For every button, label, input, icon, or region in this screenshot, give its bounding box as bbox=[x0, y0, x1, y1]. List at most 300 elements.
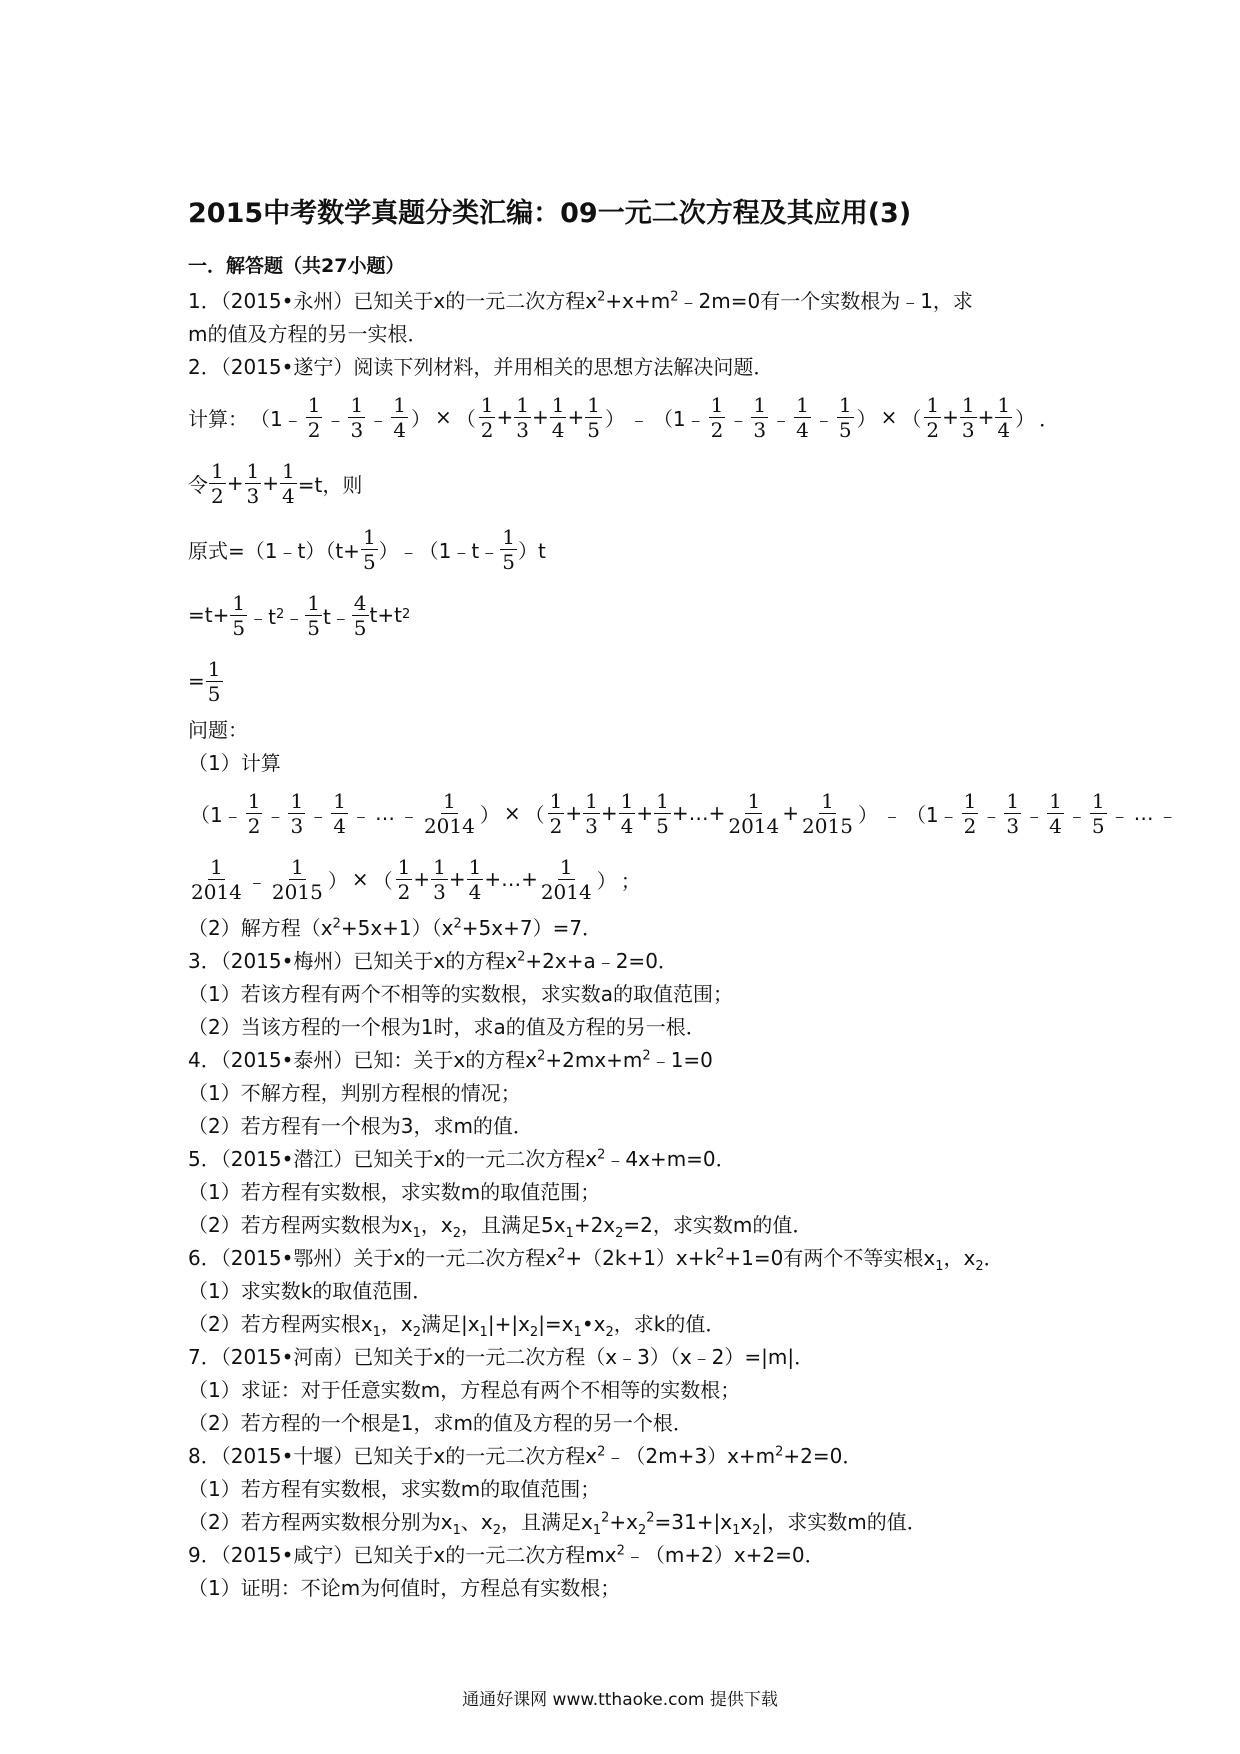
fraction-denominator: 3 bbox=[433, 879, 446, 904]
fraction-numerator: 1 bbox=[821, 788, 834, 813]
fraction bbox=[539, 855, 594, 904]
q6-text: •x bbox=[581, 1312, 606, 1336]
q6-text: 6．（2015•鄂州）关于x的一元二次方程x bbox=[188, 1246, 558, 1270]
times: × bbox=[503, 801, 521, 825]
fraction bbox=[270, 855, 325, 904]
fraction-denominator: 2 bbox=[926, 417, 940, 442]
fraction bbox=[288, 789, 305, 838]
subscript: 2 bbox=[529, 1325, 539, 1340]
q6-text: ． bbox=[983, 1246, 1004, 1270]
q6-text: |=x bbox=[538, 1312, 574, 1336]
fraction bbox=[246, 789, 263, 838]
fraction-numerator: 1 bbox=[290, 854, 304, 879]
q4-line-1 bbox=[188, 1044, 1088, 1077]
q2-part-1-expression-a bbox=[188, 780, 1178, 846]
fraction-denominator: 3 bbox=[1006, 813, 1020, 838]
paren: ） bbox=[604, 406, 625, 431]
q8-text: 、x bbox=[460, 1510, 493, 1534]
q2-part-1: （1）计算 bbox=[188, 751, 281, 775]
q6-text: 满足|x bbox=[420, 1312, 480, 1336]
fraction-denominator: 3 bbox=[246, 483, 260, 508]
q5-text: ，x bbox=[420, 1213, 453, 1237]
step-text: ﹣t bbox=[248, 604, 276, 629]
fraction bbox=[348, 393, 365, 442]
fraction bbox=[751, 393, 768, 442]
exponent: 2 bbox=[597, 1147, 606, 1163]
fraction-denominator: 2015 bbox=[802, 813, 853, 838]
q7-part-1: （1）求证：对于任意实数m，方程总有两个不相等的实数根； bbox=[188, 1378, 741, 1402]
fraction-numerator: 1 bbox=[350, 392, 364, 417]
minus: ﹣ bbox=[325, 406, 346, 431]
q8-text: ，且满足x bbox=[500, 1510, 593, 1534]
fraction-numerator: 1 bbox=[468, 854, 482, 879]
fraction-denominator: 3 bbox=[516, 417, 529, 442]
fraction-denominator: 2 bbox=[963, 813, 977, 838]
exponent: 2 bbox=[646, 1510, 655, 1526]
plus: + bbox=[448, 867, 466, 891]
q6-line-1 bbox=[188, 1242, 1088, 1275]
minus: ﹣ bbox=[813, 406, 834, 431]
fraction-denominator: 5 bbox=[502, 549, 515, 574]
minus: ﹣ bbox=[981, 802, 1002, 827]
fraction-numerator: 1 bbox=[961, 392, 975, 417]
plus: + bbox=[942, 405, 959, 429]
fraction-denominator: 2 bbox=[247, 813, 261, 838]
subscript: 2 bbox=[452, 1226, 461, 1241]
fraction-numerator: 1 bbox=[587, 392, 600, 417]
fraction-denominator: 3 bbox=[753, 417, 767, 442]
fraction-numerator: 1 bbox=[551, 392, 565, 417]
fraction bbox=[962, 789, 979, 838]
paren: （1﹣ bbox=[905, 802, 959, 827]
fraction-denominator: 3 bbox=[961, 417, 975, 442]
ellipsis: … bbox=[374, 801, 395, 825]
fraction-denominator: 5 bbox=[362, 549, 376, 574]
minus: ﹣ bbox=[246, 868, 267, 893]
minus: ﹣ bbox=[771, 406, 792, 431]
fraction-numerator: 1 bbox=[747, 788, 761, 813]
q5-text: =2，求实数m的值． bbox=[623, 1213, 813, 1237]
fraction-numerator: 1 bbox=[502, 524, 515, 549]
subscript: 1 bbox=[732, 1523, 741, 1538]
fraction-denominator: 3 bbox=[585, 813, 598, 838]
fraction bbox=[583, 789, 600, 838]
q8-part-1: （1）若方程有实数根，求实数m的取值范围； bbox=[188, 1477, 601, 1501]
plus: + bbox=[636, 801, 654, 825]
fraction-numerator: 1 bbox=[963, 788, 977, 813]
fraction-numerator: 1 bbox=[549, 788, 563, 813]
plus: + bbox=[262, 471, 279, 495]
fraction-numerator: 1 bbox=[1049, 788, 1062, 813]
fraction-denominator: 4 bbox=[1049, 813, 1062, 838]
q8-text: +x bbox=[609, 1510, 638, 1534]
fraction-numerator: 1 bbox=[710, 392, 724, 417]
plus: + bbox=[782, 801, 800, 825]
subscript: 2 bbox=[975, 1259, 984, 1274]
fraction bbox=[514, 393, 531, 442]
fraction-numerator: 1 bbox=[362, 524, 376, 549]
q2-calc-expression bbox=[188, 384, 1088, 450]
step-text: =t+ bbox=[188, 603, 230, 627]
fraction-denominator: 5 bbox=[656, 813, 669, 838]
paren: （ bbox=[372, 868, 393, 893]
fraction-denominator: 5 bbox=[838, 417, 852, 442]
q6-text: （2）若方程两实根x bbox=[188, 1312, 373, 1336]
q2-step-line: =t+ $\frac{1}{5}$ ﹣t 2 ﹣ $\frac{1}{5}$ t﹣ $\frac{4}{5}$ t+t 2 bbox=[188, 590, 411, 640]
fraction-numerator: 1 bbox=[247, 788, 261, 813]
fraction-numerator: 1 bbox=[559, 854, 573, 879]
fraction-numerator: 1 bbox=[480, 392, 494, 417]
q6-part-2 bbox=[188, 1308, 1088, 1341]
paren: （ bbox=[901, 406, 922, 431]
plus: + bbox=[977, 405, 995, 429]
q2-text: +5x+1）（x bbox=[340, 916, 454, 940]
fraction bbox=[654, 789, 671, 838]
exponent: 2 bbox=[557, 1246, 566, 1262]
q2-problem-label: 问题： bbox=[188, 718, 248, 742]
fraction-denominator: 4 bbox=[333, 813, 346, 838]
q1-line-2: m的值及方程的另一实根． bbox=[188, 322, 428, 346]
fraction-denominator: 2 bbox=[710, 417, 724, 442]
orig-tail: ）t bbox=[517, 538, 546, 563]
minus: ﹣ bbox=[728, 406, 749, 431]
fraction-numerator: 1 bbox=[246, 458, 260, 483]
fraction-denominator: 4 bbox=[393, 417, 406, 442]
fraction-numerator: 1 bbox=[585, 788, 598, 813]
fraction-numerator: 1 bbox=[433, 854, 446, 879]
q9-part-1: （1）证明：不论m为何值时，方程总有实数根； bbox=[188, 1576, 621, 1600]
q1-line-1 bbox=[188, 285, 1088, 318]
fraction bbox=[306, 393, 323, 442]
q2-text: +5x+7）=7． bbox=[461, 916, 603, 940]
fraction bbox=[794, 393, 811, 442]
equals: = bbox=[188, 669, 205, 693]
step-text: t﹣ bbox=[322, 604, 351, 629]
fraction bbox=[305, 591, 322, 640]
paren: ） bbox=[479, 802, 500, 827]
let-label: 令 bbox=[188, 472, 208, 497]
subscript: 2 bbox=[492, 1523, 501, 1538]
fraction bbox=[331, 789, 348, 838]
fraction-denominator: 2 bbox=[549, 813, 563, 838]
fraction bbox=[800, 789, 855, 838]
q4-text: ﹣1=0 bbox=[650, 1048, 713, 1072]
subscript: 1 bbox=[935, 1259, 944, 1274]
fraction-numerator: 1 bbox=[232, 590, 246, 615]
fraction-denominator: 2014 bbox=[540, 879, 592, 904]
fraction bbox=[209, 459, 226, 508]
fraction-denominator: 5 bbox=[307, 615, 320, 640]
q8-text: +2=0． bbox=[783, 1444, 863, 1468]
subscript: 1 bbox=[412, 1226, 421, 1241]
fraction-denominator: 3 bbox=[350, 417, 364, 442]
plus: + bbox=[600, 801, 618, 825]
minus: ﹣ bbox=[265, 802, 286, 827]
exponent: 2 bbox=[601, 1510, 610, 1526]
minus: ﹣ bbox=[350, 802, 371, 827]
fraction-denominator: 2 bbox=[211, 483, 224, 508]
q3-line-1 bbox=[188, 945, 1088, 978]
fraction bbox=[391, 393, 408, 442]
q3-text: 3．（2015•梅州）已知关于x的方程x bbox=[188, 949, 518, 973]
fraction bbox=[245, 459, 262, 508]
times: × bbox=[434, 405, 452, 429]
q2-let-line bbox=[188, 450, 1088, 516]
fraction bbox=[726, 789, 781, 838]
semicolon: ； bbox=[620, 868, 641, 893]
plus: + bbox=[565, 801, 583, 825]
fraction-numerator: 4 bbox=[353, 590, 367, 615]
exponent: 2 bbox=[597, 289, 606, 305]
exponent: 2 bbox=[616, 1543, 625, 1559]
subscript: 1 bbox=[592, 1523, 602, 1538]
minus: ﹣ bbox=[1066, 802, 1087, 827]
fraction bbox=[189, 855, 244, 904]
exponent: 2 bbox=[642, 1048, 651, 1064]
fraction bbox=[352, 591, 369, 640]
fraction-denominator: 4 bbox=[620, 813, 634, 838]
q6-text: ，求k的值． bbox=[613, 1312, 726, 1336]
exponent: 2 bbox=[517, 949, 526, 965]
fraction bbox=[585, 393, 602, 442]
q7-part-2: （2）若方程的一个根是1，求m的值及方程的另一个根． bbox=[188, 1411, 693, 1435]
fraction bbox=[837, 393, 854, 442]
fraction bbox=[1004, 789, 1021, 838]
period: ． bbox=[1039, 406, 1060, 431]
subscript: 2 bbox=[752, 1523, 761, 1538]
orig-mid: ）﹣（1﹣t﹣ bbox=[378, 538, 500, 563]
fraction-denominator: 5 bbox=[207, 681, 221, 706]
q5-part-2 bbox=[188, 1209, 1088, 1242]
subscript: 1 bbox=[565, 1226, 574, 1241]
q5-text: （2）若方程两实数根为x bbox=[188, 1213, 413, 1237]
subscript: 1 bbox=[573, 1325, 582, 1340]
minus: ﹣ bbox=[628, 406, 649, 431]
q5-text: 5．（2015•潜江）已知关于x的一元二次方程x bbox=[188, 1147, 598, 1171]
subscript: 2 bbox=[637, 1523, 647, 1538]
fraction-numerator: 1 bbox=[282, 458, 295, 483]
fraction-numerator: 1 bbox=[516, 392, 529, 417]
paren: （ bbox=[524, 802, 545, 827]
fraction-denominator: 2 bbox=[480, 417, 494, 442]
fraction-numerator: 1 bbox=[207, 656, 221, 681]
fraction-denominator: 4 bbox=[468, 879, 482, 904]
q6-part-1: （1）求实数k的取值范围． bbox=[188, 1279, 433, 1303]
let-tail: =t，则 bbox=[297, 472, 363, 497]
calc-label: 计算： bbox=[188, 406, 248, 431]
q6-text: |+|x bbox=[487, 1312, 530, 1336]
exponent: 2 bbox=[716, 1246, 725, 1262]
fraction-numerator: 1 bbox=[307, 392, 321, 417]
fraction-denominator: 4 bbox=[282, 483, 295, 508]
fraction bbox=[709, 393, 726, 442]
exponent: 2 bbox=[453, 916, 462, 932]
fraction bbox=[396, 855, 413, 904]
fraction-denominator: 4 bbox=[551, 417, 565, 442]
fraction bbox=[548, 789, 565, 838]
fraction-numerator: 1 bbox=[397, 854, 411, 879]
fraction-numerator: 1 bbox=[393, 392, 406, 417]
fraction-denominator: 5 bbox=[353, 615, 367, 640]
fraction-numerator: 1 bbox=[210, 854, 223, 879]
q2-part-2 bbox=[188, 912, 1088, 945]
document-page bbox=[188, 195, 1178, 1605]
paren: ） bbox=[1015, 406, 1036, 431]
q1-text: 1．（2015•永州）已知关于x的一元二次方程x bbox=[188, 289, 598, 313]
paren: ） bbox=[856, 406, 877, 431]
fraction bbox=[550, 393, 567, 442]
subscript: 1 bbox=[452, 1523, 461, 1538]
exponent: 2 bbox=[670, 289, 679, 305]
q5-line-1 bbox=[188, 1143, 1088, 1176]
subscript: 2 bbox=[412, 1325, 421, 1340]
q3-part-1: （1）若该方程有两个不相等的实数根，求实数a的取值范围； bbox=[188, 982, 733, 1006]
q8-text: 8．（2015•十堰）已知关于x的一元二次方程x bbox=[188, 1444, 598, 1468]
q8-text: （2）若方程两实数根分别为x bbox=[188, 1510, 453, 1534]
exponent: 2 bbox=[775, 1444, 784, 1460]
ellipsis: … bbox=[1133, 801, 1154, 825]
paren: （1﹣ bbox=[190, 802, 243, 827]
fraction bbox=[467, 855, 484, 904]
minus: ﹣ bbox=[881, 802, 902, 827]
paren: （ bbox=[455, 406, 476, 431]
orig-label: 原式=（1﹣t）（t+ bbox=[188, 538, 360, 563]
q5-text: ﹣4x+m=0． bbox=[605, 1147, 736, 1171]
minus: ﹣ bbox=[284, 604, 305, 629]
fraction bbox=[1047, 789, 1064, 838]
fraction bbox=[422, 789, 477, 838]
section-heading: 一．解答题（共27小题） bbox=[188, 255, 405, 277]
q3-text: +2x+a﹣2=0． bbox=[525, 949, 678, 973]
q5-text: ，且满足5x bbox=[460, 1213, 566, 1237]
fraction-numerator: 1 bbox=[656, 788, 669, 813]
plus: + bbox=[531, 405, 549, 429]
paren: ） bbox=[857, 802, 878, 827]
fraction bbox=[479, 393, 496, 442]
q9-text: ﹣（m+2）x+2=0． bbox=[624, 1543, 825, 1567]
fraction-numerator: 1 bbox=[290, 788, 304, 813]
fraction-numerator: 1 bbox=[620, 788, 634, 813]
paren: ） bbox=[596, 868, 617, 893]
plus-ellipsis: +…+ bbox=[671, 801, 726, 825]
fraction-denominator: 2014 bbox=[423, 813, 475, 838]
exponent: 2 bbox=[332, 916, 341, 932]
subscript: 2 bbox=[605, 1325, 614, 1340]
fraction-numerator: 1 bbox=[753, 392, 767, 417]
fraction-denominator: 2 bbox=[397, 879, 411, 904]
q8-part-2 bbox=[188, 1506, 1088, 1539]
q2-text: （2）解方程（x bbox=[188, 916, 333, 940]
q8-text: ﹣（2m+3）x+m bbox=[605, 1444, 776, 1468]
exponent: 2 bbox=[537, 1048, 546, 1064]
q1-text: ﹣2m=0有一个实数根为﹣1，求 bbox=[678, 289, 973, 313]
paren: （1﹣ bbox=[652, 406, 706, 431]
q4-text: 4．（2015•泰州）已知：关于x的方程x bbox=[188, 1048, 538, 1072]
q8-line-1 bbox=[188, 1440, 1088, 1473]
step-text: t+t bbox=[369, 603, 402, 627]
q3-part-2: （2）当该方程的一个根为1时，求a的值及方程的另一根． bbox=[188, 1015, 706, 1039]
fraction bbox=[500, 525, 517, 574]
plus: + bbox=[226, 471, 244, 495]
q1-text: +x+m bbox=[605, 289, 671, 313]
minus: ﹣ bbox=[1157, 802, 1178, 827]
minus: ﹣ bbox=[398, 802, 419, 827]
q5-part-1: （1）若方程有实数根，求实数m的取值范围； bbox=[188, 1180, 601, 1204]
plus: + bbox=[567, 405, 585, 429]
q6-text: ，x bbox=[380, 1312, 413, 1336]
q8-text: =31+|x bbox=[654, 1510, 733, 1534]
q4-part-1: （1）不解方程，判别方程根的情况； bbox=[188, 1081, 521, 1105]
q2-part-1-expression-b bbox=[188, 846, 1088, 912]
fraction bbox=[230, 591, 247, 640]
page-footer: 通通好课网 www.tthaoke.com 提供下载 bbox=[462, 1690, 778, 1710]
fraction-denominator: 2 bbox=[307, 417, 321, 442]
plus: + bbox=[496, 405, 514, 429]
minus: ﹣ bbox=[308, 802, 329, 827]
q6-text: +（2k+1）x+k bbox=[565, 1246, 717, 1270]
exponent: 2 bbox=[597, 1444, 606, 1460]
fraction-numerator: 1 bbox=[997, 392, 1011, 417]
q2-result-line bbox=[188, 648, 1088, 714]
q9-line-1 bbox=[188, 1539, 1088, 1572]
fraction-denominator: 5 bbox=[1091, 813, 1105, 838]
q8-text: |，求实数m的值． bbox=[760, 1510, 927, 1534]
fraction-denominator: 4 bbox=[997, 417, 1011, 442]
q2-original-line bbox=[188, 516, 1088, 582]
fraction bbox=[995, 393, 1012, 442]
plus: + bbox=[413, 867, 431, 891]
fraction-numerator: 1 bbox=[307, 590, 320, 615]
paren: ） bbox=[410, 406, 431, 431]
fraction-numerator: 1 bbox=[333, 788, 346, 813]
fraction-denominator: 5 bbox=[232, 615, 246, 640]
q6-text: +1=0有两个不等实根x bbox=[724, 1246, 936, 1270]
minus: ﹣ bbox=[1024, 802, 1045, 827]
minus: ﹣ bbox=[1109, 802, 1130, 827]
fraction-denominator: 3 bbox=[290, 813, 304, 838]
fraction-numerator: 1 bbox=[1006, 788, 1020, 813]
q6-text: ，x bbox=[943, 1246, 976, 1270]
fraction-numerator: 1 bbox=[211, 458, 224, 483]
fraction-numerator: 1 bbox=[1091, 788, 1105, 813]
paren: （1﹣ bbox=[250, 406, 303, 431]
q4-text: +2mx+m bbox=[545, 1048, 643, 1072]
fraction-numerator: 1 bbox=[443, 788, 456, 813]
fraction bbox=[361, 525, 378, 574]
q5-text: +2x bbox=[573, 1213, 616, 1237]
fraction bbox=[1090, 789, 1107, 838]
q8-text: x bbox=[740, 1510, 753, 1534]
fraction bbox=[206, 657, 223, 706]
q4-part-2: （2）若方程有一个根为3，求m的值． bbox=[188, 1114, 533, 1138]
fraction-denominator: 4 bbox=[796, 417, 809, 442]
subscript: 1 bbox=[372, 1325, 381, 1340]
fraction-denominator: 2015 bbox=[271, 879, 323, 904]
plus-ellipsis: +…+ bbox=[484, 867, 538, 891]
times: × bbox=[880, 405, 898, 429]
minus: ﹣ bbox=[368, 406, 389, 431]
fraction bbox=[431, 855, 448, 904]
subscript: 1 bbox=[479, 1325, 488, 1340]
page-title: 2015中考数学真题分类汇编：09一元二次方程及其应用(3) bbox=[188, 198, 912, 229]
times: × bbox=[351, 867, 369, 891]
paren: ） bbox=[327, 868, 348, 893]
fraction bbox=[924, 393, 941, 442]
fraction-numerator: 1 bbox=[796, 392, 809, 417]
fraction-denominator: 2014 bbox=[191, 879, 242, 904]
fraction-denominator: 5 bbox=[587, 417, 600, 442]
fraction bbox=[960, 393, 977, 442]
